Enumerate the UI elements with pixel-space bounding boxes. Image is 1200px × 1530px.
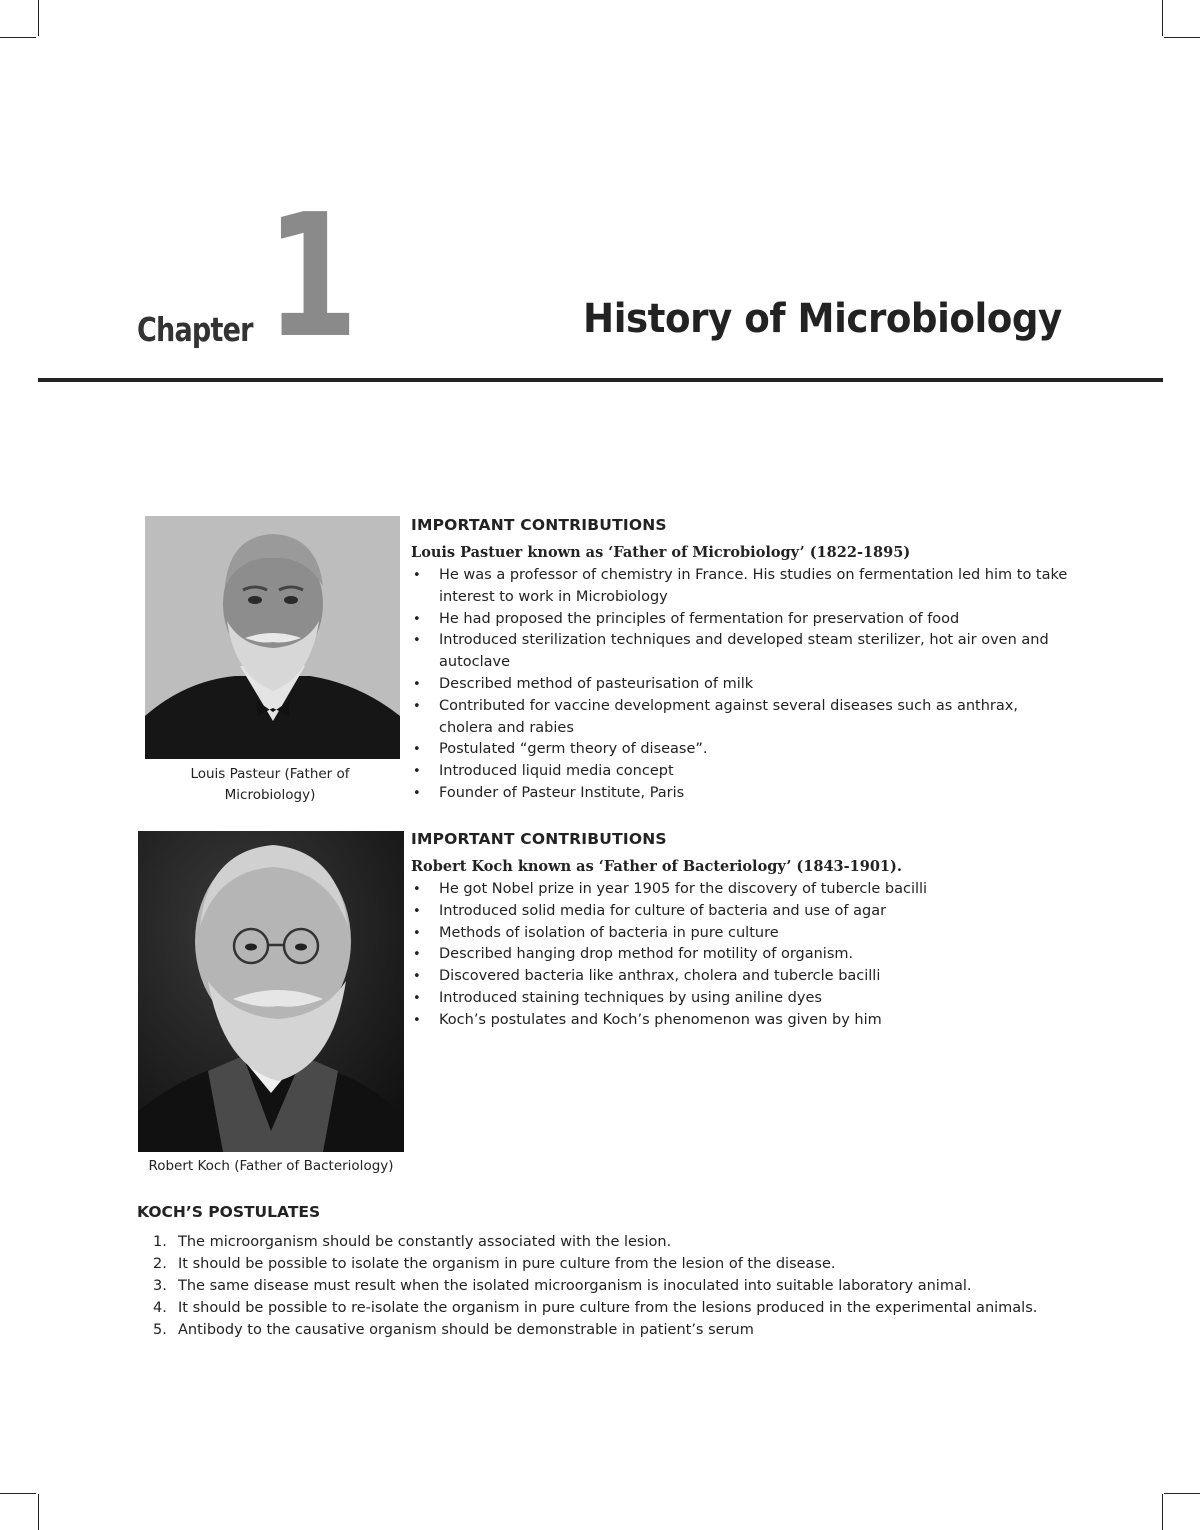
item-text: The microorganism should be constantly associated with the lesion. bbox=[178, 1234, 672, 1250]
list-item bbox=[137, 1297, 1063, 1319]
crop-mark bbox=[0, 1493, 36, 1494]
postulates-heading: KOCH’S POSTULATES bbox=[137, 1203, 321, 1221]
pasteur-contributions bbox=[411, 515, 1071, 805]
crop-mark bbox=[1162, 1494, 1163, 1530]
list-item: • He had proposed the principles of fermentation for preservation of food bbox=[411, 609, 1071, 631]
list-item: • He got Nobel prize in year 1905 for the discovery of tubercle bacilli bbox=[411, 879, 1071, 901]
page-title: History of Microbiology bbox=[583, 296, 1062, 342]
list-item: • Postulated “germ theory of disease”. bbox=[411, 739, 1071, 761]
list-item: • Introduced staining techniques by using aniline dyes bbox=[411, 988, 1071, 1010]
pasteur-caption: Louis Pasteur (Father of Microbiology) bbox=[190, 766, 350, 803]
list-item: • Contributed for vaccine development against several diseases such as anthrax, cholera and rabies bbox=[411, 696, 1071, 740]
item-number: 4. bbox=[153, 1300, 167, 1316]
item-number: 2. bbox=[153, 1256, 167, 1272]
item-number: 3. bbox=[153, 1278, 167, 1294]
list-item: • Methods of isolation of bacteria in pure culture bbox=[411, 923, 1071, 945]
postulates-list bbox=[137, 1231, 1063, 1341]
item-text: The same disease must result when the isolated microorganism is inoculated into suitable laboratory animal. bbox=[178, 1278, 972, 1294]
section-heading: IMPORTANT CONTRIBUTIONS bbox=[411, 830, 667, 848]
list-item: • Described hanging drop method for motility of organism. bbox=[411, 944, 1071, 966]
list-item: • Discovered bacteria like anthrax, cholera and tubercle bacilli bbox=[411, 966, 1071, 988]
pasteur-portrait bbox=[145, 516, 400, 759]
list-item: • Introduced liquid media concept bbox=[411, 761, 1071, 783]
crop-mark bbox=[38, 1494, 39, 1530]
chapter-number: 1 bbox=[266, 178, 359, 376]
list-item bbox=[137, 1253, 1063, 1275]
list-item: • Introduced solid media for culture of bacteria and use of agar bbox=[411, 901, 1071, 923]
list-item: • Introduced sterilization techniques and developed steam sterilizer, hot air oven and autoclave bbox=[411, 630, 1071, 674]
list-item: • Described method of pasteurisation of milk bbox=[411, 674, 1071, 696]
list-item bbox=[137, 1231, 1063, 1253]
section-heading: IMPORTANT CONTRIBUTIONS bbox=[411, 516, 667, 534]
header-rule bbox=[38, 378, 1163, 382]
koch-caption: Robert Koch (Father of Bacteriology) bbox=[148, 1158, 394, 1174]
koch-subheading: Robert Koch known as ‘Father of Bacteriology’ (1843-1901). bbox=[411, 858, 902, 875]
item-number: 1. bbox=[153, 1234, 167, 1250]
koch-list bbox=[411, 879, 1071, 1032]
item-number: 5. bbox=[153, 1322, 167, 1338]
item-text: It should be possible to re-isolate the organism in pure culture from the lesions produced in the experimental animals. bbox=[178, 1300, 1038, 1316]
koch-contributions bbox=[411, 829, 1071, 1032]
list-item bbox=[137, 1319, 1063, 1341]
crop-mark bbox=[38, 0, 39, 36]
list-item: • Founder of Pasteur Institute, Paris bbox=[411, 783, 1071, 805]
item-text: It should be possible to isolate the organism in pure culture from the lesion of the disease. bbox=[178, 1256, 836, 1272]
item-text: Antibody to the causative organism should be demonstrable in patient’s serum bbox=[178, 1322, 754, 1338]
list-item: • Koch’s postulates and Koch’s phenomenon was given by him bbox=[411, 1010, 1071, 1032]
list-item bbox=[137, 1275, 1063, 1297]
crop-mark bbox=[1164, 1493, 1200, 1494]
koch-portrait bbox=[138, 831, 404, 1152]
chapter-label: Chapter bbox=[137, 310, 253, 349]
crop-mark bbox=[1164, 37, 1200, 38]
crop-mark bbox=[0, 37, 36, 38]
crop-mark bbox=[1162, 0, 1163, 36]
list-item: • He was a professor of chemistry in France. His studies on fermentation led him to take interest to work in Microbiology bbox=[411, 565, 1071, 609]
pasteur-subheading: Louis Pastuer known as ‘Father of Microbiology’ (1822-1895) bbox=[411, 544, 911, 561]
pasteur-list bbox=[411, 565, 1071, 805]
